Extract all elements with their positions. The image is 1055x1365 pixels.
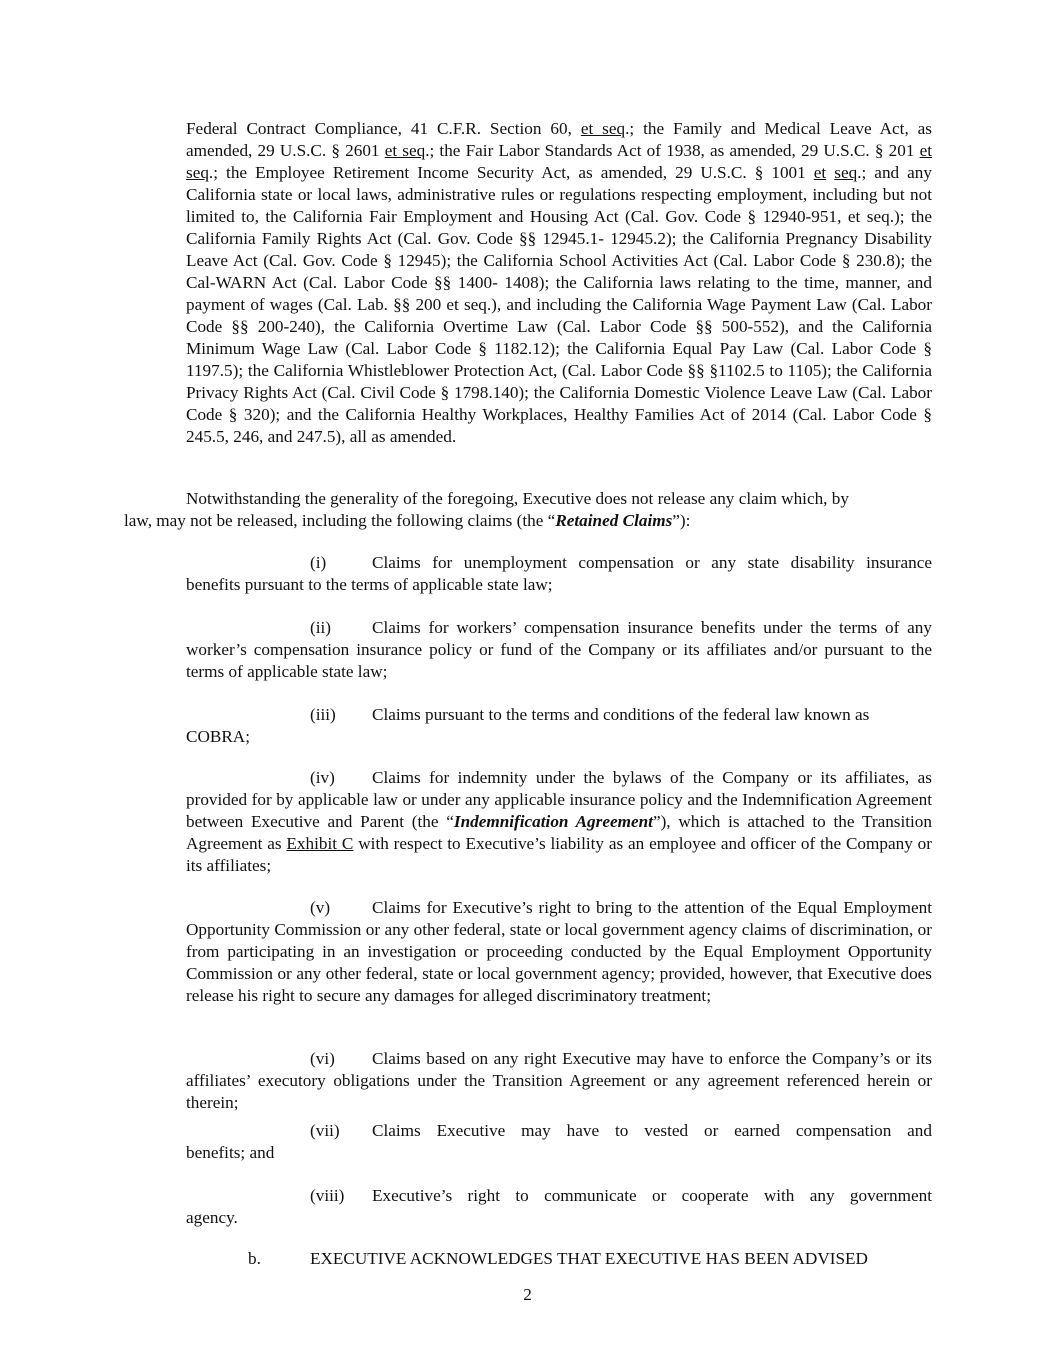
claim-text: with respect to Executive’s liability as an employee and officer of the Company or its affiliates; bbox=[186, 834, 932, 875]
text-run: .; and any California state or local laws, administrative rules or regulations respecting employment, including but not limited to, the California Fair Employment and Housing Act (Cal. Gov. Code § 12940-951, et seq.); the California Family Rights Act (Cal. Gov. Code §§ 12945.1- 12945.2); the California Pregnancy Disability Leave Act (Cal. Gov. Code § 12945); the California School Activities Act (Cal. Labor Code § 230.8); the Cal-WARN Act (Cal. Labor Code §§ 1400- 1408); the California laws relating to the time, manner, and payment of wages (Cal. Lab. §§ 200 et seq.), and including the California Wage Payment Law (Cal. Labor Code §§ 200-240), the California Overtime Law (Cal. Labor Code §§ 500-552), and the California Minimum Wage Law (Cal. Labor Code § 1182.12); the California Equal Pay Law (Cal. Labor Code § 1197.5); the California Whistleblower Protection Act, (Cal. Labor Code §§ §1102.5 to 1105); the California Privacy Rights Act (Cal. Civil Code § 1798.140); the California Domestic Violence Leave Law (Cal. Labor Code § 320); and the California Healthy Workplaces, Healthy Families Act of 2014 (Cal. Labor Code § 245.5, 246, and 247.5), all as amended. bbox=[186, 163, 932, 446]
claim-item-vi bbox=[186, 1048, 932, 1114]
claim-text: Claims for workers’ compensation insurance benefits under the terms of any worker’s compensation insurance policy or fund of the Company or its affiliates and/or pursuant to the terms of applicable state law; bbox=[186, 618, 932, 681]
text-run: Federal Contract Compliance, 41 C.F.R. Section 60, bbox=[186, 119, 581, 138]
claim-number: (viii) bbox=[310, 1186, 345, 1205]
claim-text: Claims Executive may have to vested or earned compensation and bbox=[372, 1121, 932, 1140]
text-run: ”): bbox=[672, 511, 691, 530]
et-seq-underlined: et seq bbox=[580, 119, 626, 138]
claim-number: (v) bbox=[310, 898, 331, 917]
claim-text: Claims pursuant to the terms and conditions of the federal law known as bbox=[372, 705, 870, 724]
defined-term-retained-claims: Retained Claims bbox=[555, 511, 673, 530]
et-underlined: et bbox=[813, 163, 827, 182]
claim-number: (ii) bbox=[310, 618, 331, 637]
text-run: .; the Employee Retirement Income Security Act, as amended, 29 U.S.C. § 1001 bbox=[208, 163, 814, 182]
section-b bbox=[248, 1248, 932, 1270]
claim-number: (vi) bbox=[310, 1049, 335, 1068]
claim-text: Claims for indemnity under the bylaws of the Company or its affiliates, as provided for by applicable law or under any applicable insurance policy and the Indemnification Agreement between Executive and Parent (the “ bbox=[186, 768, 932, 831]
claim-number: (i) bbox=[310, 553, 327, 572]
claim-text-continued: COBRA; bbox=[186, 727, 250, 746]
text-run: .; the Family and Medical Leave Act, as amended, 29 U.S.C. § 2601 bbox=[186, 119, 932, 160]
claim-number: (iv) bbox=[310, 768, 335, 787]
claim-item-ii bbox=[186, 617, 932, 683]
claim-text: Executive’s right to communicate or cooperate with any government bbox=[372, 1186, 932, 1205]
defined-term-indemnification-agreement: Indemnification Agreement bbox=[453, 812, 653, 831]
intro-line-2 bbox=[124, 510, 932, 532]
claim-item-vii bbox=[186, 1120, 932, 1164]
claim-number: (vii) bbox=[310, 1121, 340, 1140]
claim-item-iv bbox=[186, 767, 932, 877]
seq-underlined: seq bbox=[834, 163, 858, 182]
retained-claims-intro bbox=[124, 488, 932, 532]
text-run: law, may not be released, including the following claims (the “ bbox=[124, 511, 556, 530]
page-number: 2 bbox=[523, 1285, 532, 1304]
exhibit-c-reference: Exhibit C bbox=[286, 834, 354, 853]
claim-text: ”), which is attached to the Transition Agreement as bbox=[186, 812, 932, 853]
claim-text: Claims based on any right Executive may have to enforce the Company’s or its affiliates’ executory obligations under the Transition Agreement or any agreement referenced herein or therein; bbox=[186, 1049, 932, 1112]
section-text: EXECUTIVE ACKNOWLEDGES THAT EXECUTIVE HAS BEEN ADVISED bbox=[310, 1249, 868, 1268]
statutes-paragraph bbox=[186, 118, 932, 448]
claim-item-iii bbox=[186, 704, 932, 748]
claim-text: Claims for unemployment compensation or any state disability insurance bbox=[372, 553, 932, 572]
claim-item-i bbox=[186, 552, 932, 596]
seq-underlined: seq bbox=[186, 163, 209, 182]
claim-text-continued: benefits; and bbox=[186, 1143, 275, 1162]
claim-text-continued: benefits pursuant to the terms of applicable state law; bbox=[186, 575, 553, 594]
claim-item-viii bbox=[186, 1185, 932, 1229]
intro-line-1: Notwithstanding the generality of the foregoing, Executive does not release any claim which, by bbox=[186, 489, 849, 508]
claim-text-continued: agency. bbox=[186, 1208, 238, 1227]
text-run: .; the Fair Labor Standards Act of 1938, as amended, 29 U.S.C. § 201 bbox=[425, 141, 920, 160]
section-label: b. bbox=[248, 1249, 261, 1268]
claim-item-v bbox=[186, 897, 932, 1007]
claim-number: (iii) bbox=[310, 705, 336, 724]
et-underlined: et bbox=[919, 141, 932, 160]
et-seq-underlined: et seq bbox=[384, 141, 426, 160]
claim-text: Claims for Executive’s right to bring to the attention of the Equal Employment Opportunity Commission or any other federal, state or local government agency claims of discrimination, or from participating in an investigation or proceeding conducted by the Equal Employment Opportunity Commission or any other federal, state or local government agency; provided, however, that Executive does release his right to secure any damages for alleged discriminatory treatment; bbox=[186, 898, 932, 1005]
